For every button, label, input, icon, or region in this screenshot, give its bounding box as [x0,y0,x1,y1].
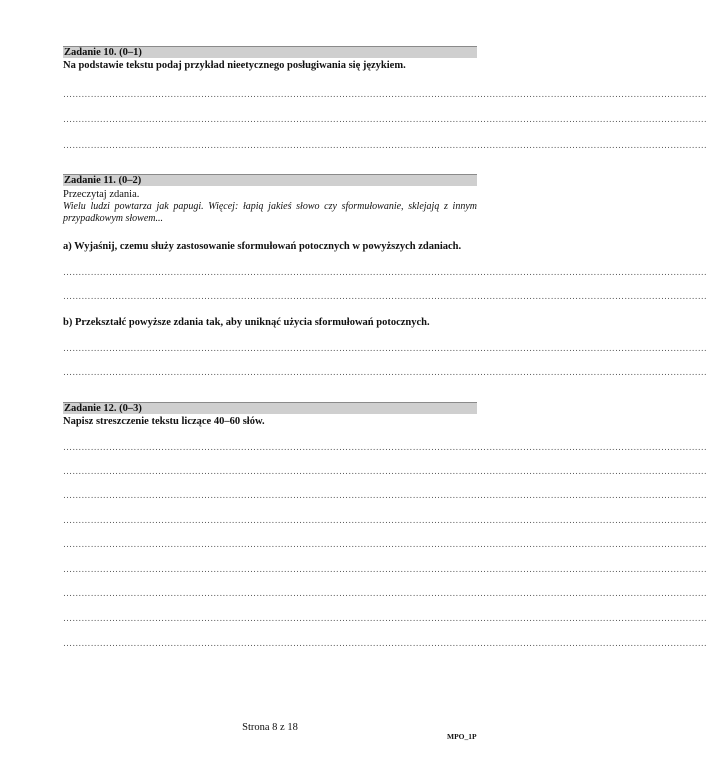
task-12-header: Zadanie 12. (0–3) [63,402,477,414]
task-10-instruction: Na podstawie tekstu podaj przykład nieetycznego posługiwania się językiem. [63,60,406,71]
answer-line[interactable]: ………………………………………………………………………………………………………………………………………………………………………………………… [63,564,707,574]
page-number: Strona 8 z 18 [242,722,298,733]
task-10 [63,46,707,150]
answer-line[interactable]: ………………………………………………………………………………………………………………………………………………………………………………………… [63,638,707,648]
task-11-header: Zadanie 11. (0–2) [63,174,477,186]
answer-line[interactable]: ………………………………………………………………………………………………………………………………………………………………………………………… [63,89,707,99]
answer-line[interactable]: ………………………………………………………………………………………………………………………………………………………………………………………… [63,490,707,500]
task-11-intro: Przeczytaj zdania. [63,189,140,200]
task-11 [63,174,707,377]
answer-line[interactable]: ………………………………………………………………………………………………………………………………………………………………………………………… [63,466,707,476]
document-code: MPO_1P [447,732,477,741]
task-11-part-a: a) Wyjaśnij, czemu służy zastosowanie sformułowań potocznych w powyższych zdaniach. [63,241,462,252]
task-11-quote: Wielu ludzi powtarza jak papugi. Więcej: łapią jakieś słowo czy sformułowanie, sklejają z innym przypadkowym słowem... [63,201,477,224]
task-10-header: Zadanie 10. (0–1) [63,46,477,58]
task-11-part-b: b) Przekształć powyższe zdania tak, aby uniknąć użycia sformułowań potocznych. [63,317,430,328]
answer-line[interactable]: ………………………………………………………………………………………………………………………………………………………………………………………… [63,515,707,525]
answer-line[interactable]: ………………………………………………………………………………………………………………………………………………………………………………………… [63,442,707,452]
answer-line[interactable]: ………………………………………………………………………………………………………………………………………………………………………………………… [63,114,707,124]
answer-line[interactable]: ………………………………………………………………………………………………………………………………………………………………………………………… [63,588,707,598]
answer-line[interactable]: ………………………………………………………………………………………………………………………………………………………………………………………… [63,291,707,301]
answer-line[interactable]: ………………………………………………………………………………………………………………………………………………………………………………………… [63,367,707,377]
answer-line[interactable]: ………………………………………………………………………………………………………………………………………………………………………………………… [63,613,707,623]
answer-line[interactable]: ………………………………………………………………………………………………………………………………………………………………………………………… [63,539,707,549]
answer-line[interactable]: ………………………………………………………………………………………………………………………………………………………………………………………… [63,343,707,353]
answer-line[interactable]: ………………………………………………………………………………………………………………………………………………………………………………………… [63,267,707,277]
task-12 [63,402,707,648]
task-12-instruction: Napisz streszczenie tekstu liczące 40–60 słów. [63,416,265,427]
answer-line[interactable]: ………………………………………………………………………………………………………………………………………………………………………………………… [63,140,707,150]
